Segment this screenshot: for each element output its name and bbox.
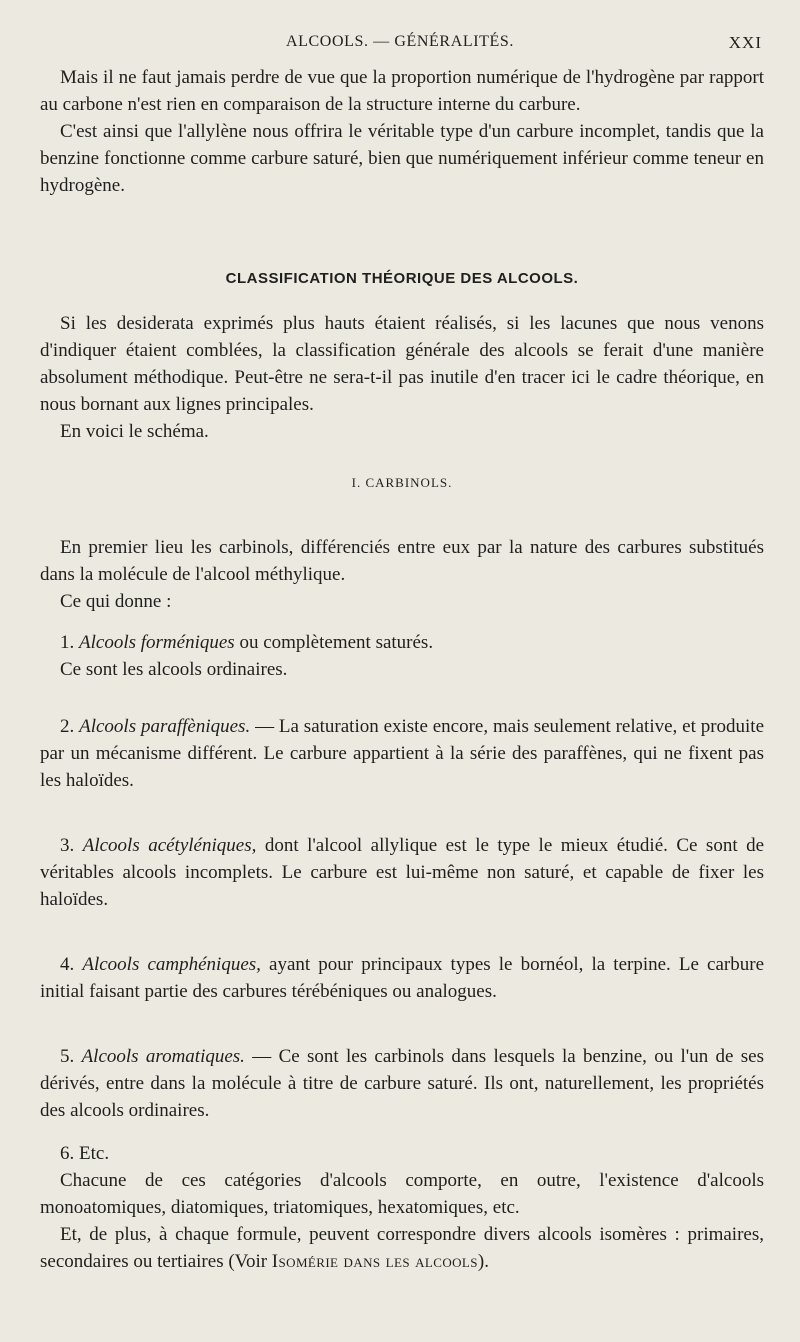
- section-paragraph-1: Si les desiderata exprimés plus hauts étaient réalisés, si les lacunes que nous venons d'indiquer étaient comblées, la classification générale des alcools se ferait d'une manière absolument méthodique. Peut-être ne sera-t-il pas inutile d'en tracer ici le cadre théorique, en nous bornant aux lignes principales.: [40, 313, 764, 415]
- running-title: ALCOOLS. — GÉNÉRALITÉS.: [285, 33, 514, 50]
- item-number: 1.: [60, 632, 75, 653]
- section-title: CLASSIFICATION THÉORIQUE DES ALCOOLS.: [225, 270, 579, 287]
- list-item-1-extra: Ce sont les alcools ordinaires.: [60, 659, 288, 680]
- item-text: ayant pour principaux types le bornéol, la terpine. Le carbure initial faisant partie des carbures térébéniques ou analogues.: [40, 954, 764, 1002]
- item-text: ou complètement saturés.: [234, 632, 434, 653]
- item-name: Alcools aromatiques.: [81, 1046, 245, 1067]
- intro-paragraph-2: C'est ainsi que l'allylène nous offrira le véritable type d'un carbure incomplet, tandis que la benzine fonctionne comme carbure saturé, bien que numériquement inférieur comme teneur en hydrogène.: [40, 121, 764, 196]
- item-number: 5.: [60, 1046, 75, 1067]
- cross-reference: Isomérie dans les alcools: [271, 1251, 478, 1272]
- item-text: dont l'alcool allylique est le type le mieux étudié. Ce sont de véritables alcools incomplets. Le carbure est lui-même non saturé, et capable de fixer les haloïdes.: [40, 835, 764, 910]
- closing-paragraph-1: Chacune de ces catégories d'alcools comporte, en outre, l'existence d'alcools monoatomiques, diatomiques, triatomiques, hexatomiques, etc.: [40, 1170, 764, 1218]
- item-text: — Ce sont les carbinols dans lesquels la benzine, ou l'un de ses dérivés, entre dans la molécule à titre de carbure saturé. Ils ont, naturellement, les propriétés des alcools ordinaires.: [40, 1046, 765, 1121]
- closing-text-a: Et, de plus, à chaque formule, peuvent correspondre divers alcools isomères : primaires, secondaires ou tertiaires (Voir: [40, 1224, 764, 1272]
- subsection-paragraph-2: Ce qui donne :: [60, 591, 172, 612]
- item-name: Alcools acétyléniques,: [82, 835, 257, 856]
- section-paragraph-2: En voici le schéma.: [60, 421, 209, 442]
- subsection-paragraph-1: En premier lieu les carbinols, différenciés entre eux par la nature des carbures substitués dans la molécule de l'alcool méthylique.: [40, 537, 764, 585]
- item-name: Alcools camphéniques,: [82, 954, 261, 975]
- item-number: 2.: [60, 716, 75, 737]
- item-name: Alcools forméniques: [79, 632, 235, 653]
- page-body: [40, 64, 764, 1275]
- closing-text-b: ).: [477, 1251, 489, 1272]
- item-number: 3.: [60, 835, 75, 856]
- item-number: 4.: [60, 954, 75, 975]
- closing-paragraph-2: [40, 1221, 764, 1275]
- list-item-4: [40, 951, 764, 1005]
- item-text: Etc.: [74, 1143, 110, 1164]
- list-item-5: [40, 1043, 764, 1124]
- list-item-1: [40, 629, 764, 656]
- list-item-3: [40, 832, 764, 913]
- page-number: XXI: [728, 33, 762, 52]
- list-item-6: [40, 1140, 764, 1167]
- item-text: — La saturation existe encore, mais seulement relative, et produite par un mécanisme différent. Le carbure appartient à la série des paraffènes, qui ne fixent pas les haloïdes.: [40, 716, 765, 791]
- subsection-title: I. CARBINOLS.: [351, 475, 453, 490]
- intro-paragraph-1: Mais il ne faut jamais perdre de vue que la proportion numérique de l'hydrogène par rapport au carbone n'est rien en comparaison de la structure interne du carbure.: [40, 67, 764, 115]
- item-name: Alcools paraffèniques.: [79, 716, 251, 737]
- item-number: 6.: [60, 1143, 75, 1164]
- list-item-2: [40, 713, 764, 794]
